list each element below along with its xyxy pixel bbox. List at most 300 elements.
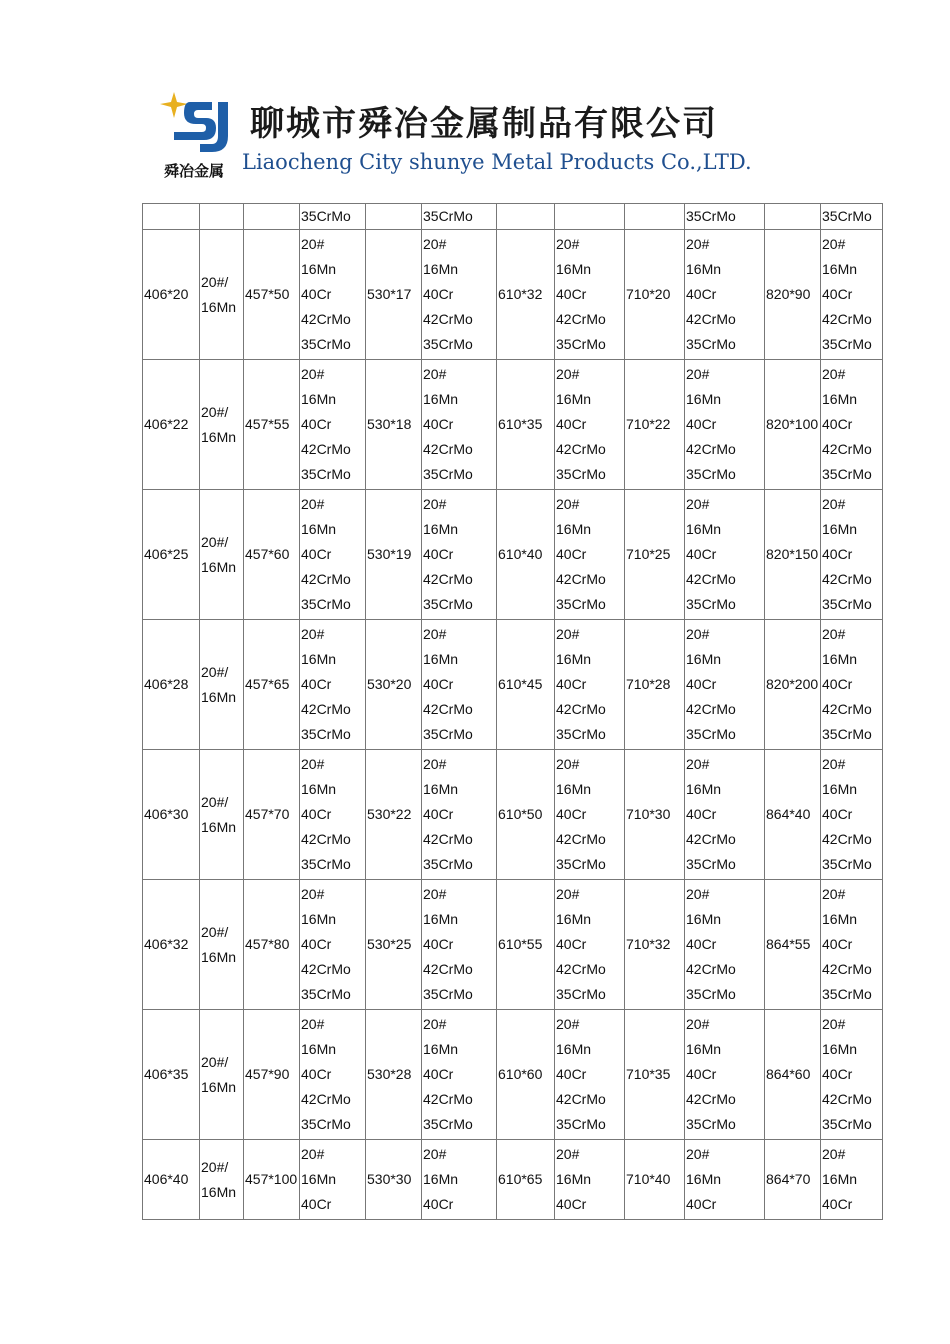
cell-line: 16Mn — [301, 911, 337, 927]
cell-line: 20# — [301, 236, 325, 252]
table-cell: 610*45 — [497, 620, 555, 750]
cell-line: 16Mn — [822, 651, 858, 667]
cell-line: 40Cr — [686, 1066, 717, 1082]
cell-line: 16Mn — [423, 911, 459, 927]
table-body — [143, 204, 883, 1220]
cell-line: 40Cr — [686, 286, 717, 302]
cell-line: 42CrMo — [822, 701, 872, 717]
table-cell — [200, 204, 244, 230]
table-row — [143, 1010, 883, 1140]
table-row — [143, 1140, 883, 1220]
logo-caption: 舜冶金属 — [164, 162, 225, 180]
cell-line: 20# — [822, 626, 846, 642]
cell-line: 16Mn — [822, 781, 858, 797]
table-cell — [200, 1140, 244, 1220]
table-cell: 820*100 — [765, 360, 821, 490]
table-cell: 710*22 — [625, 360, 685, 490]
table-row — [143, 360, 883, 490]
table-cell: 710*30 — [625, 750, 685, 880]
cell-line: 20# — [423, 1146, 447, 1162]
cell-line: 42CrMo — [822, 441, 872, 457]
cell-line: 40Cr — [822, 1196, 853, 1212]
cell-line: 16Mn — [423, 1171, 459, 1187]
cell-line: 20#/ — [201, 403, 229, 420]
cell-line: 16Mn — [686, 1041, 722, 1057]
table-cell — [685, 880, 765, 1010]
table-cell — [821, 750, 883, 880]
table-cell — [300, 880, 366, 1010]
cell-line: 16Mn — [686, 261, 722, 277]
cell-line: 42CrMo — [423, 831, 473, 847]
cell-line: 35CrMo — [686, 336, 736, 352]
table-cell — [685, 1140, 765, 1220]
cell-line: 16Mn — [822, 521, 858, 537]
cell-line: 40Cr — [686, 936, 717, 952]
cell-line: 40Cr — [686, 806, 717, 822]
cell-line: 16Mn — [556, 1171, 592, 1187]
cell-line: 35CrMo — [556, 986, 606, 1002]
cell-line: 42CrMo — [686, 701, 736, 717]
table-cell — [821, 880, 883, 1010]
cell-line: 20# — [556, 886, 580, 902]
table-row — [143, 880, 883, 1010]
company-name-en: Liaocheng City shunye Metal Products Co.,LTD. — [242, 150, 752, 174]
cell-line: 16Mn — [423, 521, 459, 537]
cell-line: 35CrMo — [301, 856, 351, 872]
cell-line: 40Cr — [423, 806, 454, 822]
table-cell: 710*35 — [625, 1010, 685, 1140]
company-name-cn: 聊城市舜冶金属制品有限公司 — [250, 104, 718, 144]
cell-line: 16Mn — [686, 781, 722, 797]
cell-line: 40Cr — [423, 546, 454, 562]
table-cell — [422, 620, 497, 750]
table-cell: 406*25 — [143, 490, 200, 620]
table-cell — [300, 1010, 366, 1140]
sj-star-logo-icon — [160, 92, 240, 162]
table-cell — [300, 360, 366, 490]
cell-line: 20# — [556, 1146, 580, 1162]
table-cell: 530*22 — [366, 750, 422, 880]
table-cell: 530*25 — [366, 880, 422, 1010]
table-row — [143, 490, 883, 620]
cell-line: 35CrMo — [556, 726, 606, 742]
table-cell — [555, 360, 625, 490]
table-cell — [300, 750, 366, 880]
table-cell: 35CrMo — [821, 204, 883, 230]
cell-line: 40Cr — [686, 676, 717, 692]
cell-line: 16Mn — [201, 1078, 237, 1095]
table-cell — [555, 880, 625, 1010]
cell-line: 20# — [556, 1016, 580, 1032]
table-cell: 457*70 — [244, 750, 300, 880]
cell-line: 35CrMo — [301, 1116, 351, 1132]
table-cell — [300, 620, 366, 750]
cell-line: 35CrMo — [686, 1116, 736, 1132]
cell-line: 40Cr — [556, 1196, 587, 1212]
cell-line: 42CrMo — [686, 571, 736, 587]
cell-line: 42CrMo — [822, 831, 872, 847]
table-cell: 35CrMo — [685, 204, 765, 230]
table-cell: 457*50 — [244, 230, 300, 360]
table-cell: 820*200 — [765, 620, 821, 750]
cell-line: 42CrMo — [301, 701, 351, 717]
table-cell: 820*150 — [765, 490, 821, 620]
cell-line: 42CrMo — [822, 571, 872, 587]
cell-line: 40Cr — [423, 676, 454, 692]
cell-line: 35CrMo — [556, 336, 606, 352]
cell-line: 16Mn — [423, 781, 459, 797]
table-cell: 610*60 — [497, 1010, 555, 1140]
cell-line: 16Mn — [301, 261, 337, 277]
cell-line: 40Cr — [301, 676, 332, 692]
table-cell — [300, 230, 366, 360]
table-cell — [422, 490, 497, 620]
cell-line: 16Mn — [686, 651, 722, 667]
cell-line: 20# — [686, 756, 710, 772]
cell-line: 35CrMo — [301, 596, 351, 612]
cell-line: 16Mn — [822, 391, 858, 407]
table-cell — [200, 750, 244, 880]
table-cell — [555, 620, 625, 750]
cell-line: 35CrMo — [556, 596, 606, 612]
table-cell: 35CrMo — [300, 204, 366, 230]
cell-line: 16Mn — [423, 651, 459, 667]
cell-line: 35CrMo — [423, 726, 473, 742]
cell-line: 16Mn — [301, 1171, 337, 1187]
table-cell: 406*28 — [143, 620, 200, 750]
cell-line: 40Cr — [822, 806, 853, 822]
table-cell — [821, 490, 883, 620]
cell-line: 40Cr — [301, 416, 332, 432]
table-cell: 864*70 — [765, 1140, 821, 1220]
cell-line: 35CrMo — [822, 986, 872, 1002]
cell-line: 35CrMo — [556, 856, 606, 872]
cell-line: 42CrMo — [822, 1091, 872, 1107]
cell-line: 20#/ — [201, 273, 229, 290]
table-cell: 457*90 — [244, 1010, 300, 1140]
cell-line: 42CrMo — [556, 441, 606, 457]
cell-line: 16Mn — [201, 948, 237, 965]
cell-line: 42CrMo — [301, 311, 351, 327]
table-cell: 710*20 — [625, 230, 685, 360]
table-cell — [555, 1140, 625, 1220]
table-cell: 457*100 — [244, 1140, 300, 1220]
cell-line: 42CrMo — [301, 441, 351, 457]
cell-line: 16Mn — [301, 391, 337, 407]
cell-line: 16Mn — [822, 261, 858, 277]
table-cell: 610*35 — [497, 360, 555, 490]
table-cell — [200, 880, 244, 1010]
cell-line: 35CrMo — [822, 726, 872, 742]
cell-line: 40Cr — [686, 546, 717, 562]
cell-line: 42CrMo — [686, 1091, 736, 1107]
table-cell: 710*28 — [625, 620, 685, 750]
spec-table — [142, 203, 883, 1220]
cell-line: 40Cr — [556, 286, 587, 302]
cell-line: 20# — [423, 886, 447, 902]
cell-line: 35CrMo — [822, 596, 872, 612]
table-cell: 610*40 — [497, 490, 555, 620]
cell-line: 40Cr — [556, 1066, 587, 1082]
table-cell — [555, 204, 625, 230]
cell-line: 20# — [423, 756, 447, 772]
cell-line: 40Cr — [556, 416, 587, 432]
table-cell: 406*20 — [143, 230, 200, 360]
table-cell: 406*22 — [143, 360, 200, 490]
cell-line: 20# — [301, 1146, 325, 1162]
cell-line: 35CrMo — [301, 726, 351, 742]
table-row — [143, 750, 883, 880]
cell-line: 20#/ — [201, 923, 229, 940]
cell-line: 20# — [301, 366, 325, 382]
cell-line: 20# — [556, 756, 580, 772]
cell-line: 42CrMo — [686, 961, 736, 977]
table-cell: 457*65 — [244, 620, 300, 750]
cell-line: 40Cr — [822, 416, 853, 432]
cell-line: 20# — [822, 236, 846, 252]
cell-line: 20# — [686, 1146, 710, 1162]
company-header — [160, 92, 752, 187]
cell-line: 40Cr — [822, 286, 853, 302]
cell-line: 40Cr — [301, 546, 332, 562]
cell-line: 35CrMo — [686, 726, 736, 742]
table-cell — [143, 204, 200, 230]
table-cell — [555, 230, 625, 360]
cell-line: 40Cr — [556, 546, 587, 562]
cell-line: 35CrMo — [822, 1116, 872, 1132]
cell-line: 35CrMo — [423, 986, 473, 1002]
cell-line: 42CrMo — [423, 961, 473, 977]
table-cell — [625, 204, 685, 230]
table-cell — [300, 490, 366, 620]
cell-line: 35CrMo — [822, 466, 872, 482]
cell-line: 20# — [423, 626, 447, 642]
cell-line: 35CrMo — [556, 1116, 606, 1132]
table-cell — [685, 230, 765, 360]
table-cell: 610*65 — [497, 1140, 555, 1220]
table-cell: 406*30 — [143, 750, 200, 880]
cell-line: 40Cr — [423, 936, 454, 952]
cell-line: 42CrMo — [556, 571, 606, 587]
table-cell — [244, 204, 300, 230]
cell-line: 42CrMo — [556, 1091, 606, 1107]
cell-line: 16Mn — [423, 1041, 459, 1057]
cell-line: 20# — [556, 496, 580, 512]
cell-line: 16Mn — [301, 521, 337, 537]
cell-line: 42CrMo — [556, 831, 606, 847]
cell-line: 20# — [301, 496, 325, 512]
table-cell: 820*90 — [765, 230, 821, 360]
table-cell: 610*32 — [497, 230, 555, 360]
table-cell — [200, 360, 244, 490]
table-cell — [685, 620, 765, 750]
cell-line: 35CrMo — [423, 856, 473, 872]
cell-line: 16Mn — [686, 391, 722, 407]
cell-line: 20# — [423, 1016, 447, 1032]
cell-line: 16Mn — [686, 1171, 722, 1187]
company-logo — [160, 92, 240, 182]
cell-line: 40Cr — [301, 1196, 332, 1212]
cell-line: 42CrMo — [556, 961, 606, 977]
cell-line: 16Mn — [556, 391, 592, 407]
cell-line: 40Cr — [822, 936, 853, 952]
cell-line: 20# — [822, 1146, 846, 1162]
cell-line: 35CrMo — [423, 466, 473, 482]
cell-line: 35CrMo — [301, 986, 351, 1002]
table-cell — [821, 1010, 883, 1140]
table-cell — [200, 620, 244, 750]
cell-line: 16Mn — [301, 651, 337, 667]
cell-line: 35CrMo — [423, 1116, 473, 1132]
cell-line: 40Cr — [686, 416, 717, 432]
table-cell: 530*30 — [366, 1140, 422, 1220]
cell-line: 20# — [556, 236, 580, 252]
table-cell — [821, 360, 883, 490]
table-cell — [685, 360, 765, 490]
table-cell: 530*17 — [366, 230, 422, 360]
cell-line: 35CrMo — [822, 856, 872, 872]
table-row — [143, 230, 883, 360]
cell-line: 42CrMo — [301, 831, 351, 847]
cell-line: 20# — [423, 496, 447, 512]
cell-line: 20#/ — [201, 1053, 229, 1070]
cell-line: 42CrMo — [301, 571, 351, 587]
table-cell: 457*60 — [244, 490, 300, 620]
cell-line: 16Mn — [301, 1041, 337, 1057]
cell-line: 35CrMo — [686, 986, 736, 1002]
table-cell — [555, 1010, 625, 1140]
cell-line: 40Cr — [556, 676, 587, 692]
cell-line: 42CrMo — [822, 311, 872, 327]
cell-line: 35CrMo — [301, 336, 351, 352]
cell-line: 16Mn — [686, 911, 722, 927]
table-row-top — [143, 204, 883, 230]
cell-line: 20# — [822, 1016, 846, 1032]
cell-line: 42CrMo — [686, 441, 736, 457]
cell-line: 16Mn — [201, 688, 237, 705]
cell-line: 16Mn — [201, 558, 237, 575]
table-cell — [422, 880, 497, 1010]
table-cell — [366, 204, 422, 230]
cell-line: 40Cr — [423, 1066, 454, 1082]
cell-line: 20#/ — [201, 793, 229, 810]
cell-line: 16Mn — [301, 781, 337, 797]
table-cell — [497, 204, 555, 230]
cell-line: 20#/ — [201, 533, 229, 550]
cell-line: 20# — [822, 496, 846, 512]
cell-line: 42CrMo — [686, 311, 736, 327]
cell-line: 42CrMo — [423, 571, 473, 587]
cell-line: 20# — [686, 236, 710, 252]
cell-line: 16Mn — [556, 651, 592, 667]
cell-line: 40Cr — [301, 286, 332, 302]
cell-line: 40Cr — [822, 676, 853, 692]
table-cell — [821, 620, 883, 750]
table-cell: 457*80 — [244, 880, 300, 1010]
cell-line: 42CrMo — [301, 961, 351, 977]
table-cell: 610*55 — [497, 880, 555, 1010]
cell-line: 42CrMo — [686, 831, 736, 847]
table-cell: 530*20 — [366, 620, 422, 750]
cell-line: 20# — [686, 366, 710, 382]
table-cell — [821, 1140, 883, 1220]
cell-line: 40Cr — [301, 936, 332, 952]
cell-line: 40Cr — [301, 806, 332, 822]
cell-line: 16Mn — [201, 298, 237, 315]
cell-line: 35CrMo — [686, 856, 736, 872]
cell-line: 20# — [556, 366, 580, 382]
table-cell: 710*25 — [625, 490, 685, 620]
cell-line: 42CrMo — [423, 701, 473, 717]
cell-line: 20# — [822, 756, 846, 772]
cell-line: 16Mn — [556, 261, 592, 277]
cell-line: 40Cr — [423, 416, 454, 432]
cell-line: 16Mn — [423, 261, 459, 277]
cell-line: 35CrMo — [423, 596, 473, 612]
table-cell: 530*18 — [366, 360, 422, 490]
cell-line: 40Cr — [301, 1066, 332, 1082]
table-cell: 457*55 — [244, 360, 300, 490]
cell-line: 20# — [686, 1016, 710, 1032]
cell-line: 20# — [822, 886, 846, 902]
table-cell — [422, 1140, 497, 1220]
cell-line: 42CrMo — [423, 441, 473, 457]
cell-line: 35CrMo — [301, 466, 351, 482]
table-cell: 406*35 — [143, 1010, 200, 1140]
table-cell — [422, 1010, 497, 1140]
cell-line: 35CrMo — [822, 336, 872, 352]
cell-line: 42CrMo — [423, 1091, 473, 1107]
table-cell: 406*40 — [143, 1140, 200, 1220]
cell-line: 35CrMo — [423, 336, 473, 352]
table-cell — [555, 750, 625, 880]
cell-line: 20# — [423, 366, 447, 382]
table-cell — [685, 750, 765, 880]
cell-line: 20# — [686, 496, 710, 512]
table-cell: 710*32 — [625, 880, 685, 1010]
table-row — [143, 620, 883, 750]
cell-line: 42CrMo — [556, 311, 606, 327]
cell-line: 40Cr — [556, 806, 587, 822]
table-cell: 864*60 — [765, 1010, 821, 1140]
table-cell — [555, 490, 625, 620]
cell-line: 16Mn — [822, 911, 858, 927]
cell-line: 20# — [686, 886, 710, 902]
cell-line: 42CrMo — [423, 311, 473, 327]
cell-line: 20# — [301, 1016, 325, 1032]
cell-line: 42CrMo — [556, 701, 606, 717]
table-cell — [200, 490, 244, 620]
cell-line: 16Mn — [556, 781, 592, 797]
table-cell: 406*32 — [143, 880, 200, 1010]
cell-line: 20# — [822, 366, 846, 382]
cell-line: 40Cr — [822, 546, 853, 562]
cell-line: 20#/ — [201, 663, 229, 680]
cell-line: 40Cr — [423, 286, 454, 302]
cell-line: 16Mn — [822, 1041, 858, 1057]
table-cell: 864*55 — [765, 880, 821, 1010]
cell-line: 16Mn — [201, 428, 237, 445]
table-cell — [422, 750, 497, 880]
table-cell: 530*28 — [366, 1010, 422, 1140]
cell-line: 35CrMo — [686, 596, 736, 612]
table-cell: 610*50 — [497, 750, 555, 880]
table-cell — [765, 204, 821, 230]
cell-line: 42CrMo — [301, 1091, 351, 1107]
table-cell — [685, 1010, 765, 1140]
cell-line: 42CrMo — [822, 961, 872, 977]
cell-line: 16Mn — [201, 818, 237, 835]
